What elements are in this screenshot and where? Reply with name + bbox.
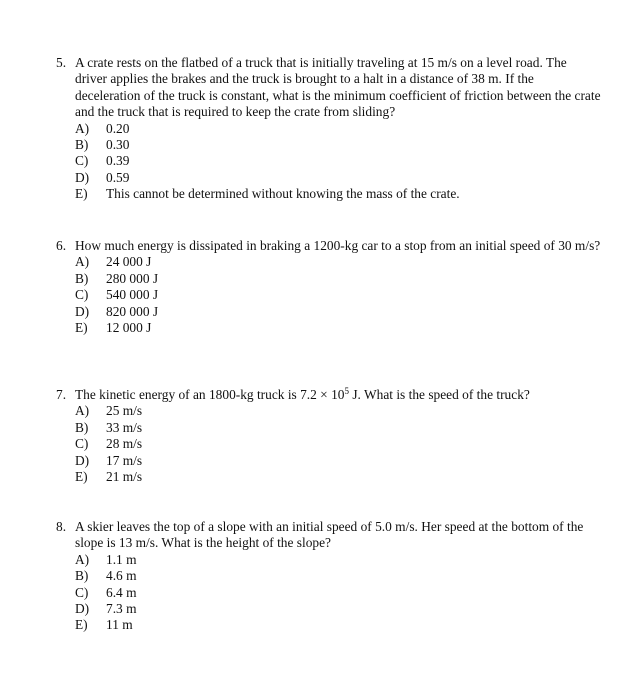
option-letter: B) xyxy=(75,270,89,286)
option-text: 25 m/s xyxy=(106,403,143,419)
answer-option-d[interactable] xyxy=(56,601,601,617)
option-letter: E) xyxy=(75,186,88,202)
option-text: 540 000 J xyxy=(106,287,159,303)
answer-options xyxy=(56,552,601,634)
option-letter: C) xyxy=(75,287,89,303)
answer-options xyxy=(56,121,601,203)
question-text: How much energy is dissipated in braking a 1200-kg car to a stop from an initial speed of 30 m/s? xyxy=(75,238,601,253)
option-letter: D) xyxy=(75,452,90,468)
option-text: 17 m/s xyxy=(106,452,143,468)
answer-option-d[interactable] xyxy=(56,170,601,186)
answer-option-a[interactable] xyxy=(56,403,601,419)
option-text: 21 m/s xyxy=(106,469,143,485)
question-text-before: The kinetic energy of an 1800-kg truck is 7.2 × 10 xyxy=(75,387,345,402)
option-text: 280 000 J xyxy=(106,270,159,286)
answer-options xyxy=(56,403,601,485)
option-letter: A) xyxy=(75,254,90,270)
option-letter: D) xyxy=(75,303,90,319)
option-text: 0.20 xyxy=(106,120,130,136)
option-letter: A) xyxy=(75,551,90,567)
answer-option-c[interactable] xyxy=(56,585,601,601)
option-letter: B) xyxy=(75,568,89,584)
answer-option-c[interactable] xyxy=(56,287,601,303)
option-text: This cannot be determined without knowing the mass of the crate. xyxy=(106,186,460,202)
question-text: A crate rests on the flatbed of a truck that is initially traveling at 15 m/s on a level road. The driver applies the brakes and the truck is brought to a halt in a distance of 38 m. If the deceleration of the truck is constant, what is the minimum coefficient of friction between the crate and the truck that is required to keep the crate from sliding? xyxy=(75,55,601,120)
option-letter: E) xyxy=(75,469,88,485)
option-text: 24 000 J xyxy=(106,254,152,270)
option-text: 4.6 m xyxy=(106,568,137,584)
option-text: 1.1 m xyxy=(106,551,137,567)
option-letter: E) xyxy=(75,320,88,336)
question-number: 8. xyxy=(56,519,67,534)
option-letter: B) xyxy=(75,419,89,435)
question-7 xyxy=(56,387,601,485)
option-text: 28 m/s xyxy=(106,436,143,452)
question-text xyxy=(75,387,601,403)
option-letter: A) xyxy=(75,403,90,419)
answer-option-c[interactable] xyxy=(56,153,601,169)
option-letter: B) xyxy=(75,137,89,153)
option-letter: E) xyxy=(75,617,88,633)
option-letter: D) xyxy=(75,169,90,185)
option-text: 11 m xyxy=(106,617,133,633)
answer-option-d[interactable] xyxy=(56,304,601,320)
option-letter: D) xyxy=(75,601,90,617)
answer-option-e[interactable] xyxy=(56,320,601,336)
answer-option-b[interactable] xyxy=(56,137,601,153)
answer-option-a[interactable] xyxy=(56,552,601,568)
answer-option-e[interactable] xyxy=(56,617,601,633)
answer-option-c[interactable] xyxy=(56,436,601,452)
option-letter: A) xyxy=(75,120,90,136)
option-text: 0.39 xyxy=(106,153,130,169)
option-letter: C) xyxy=(75,584,89,600)
question-number: 5. xyxy=(56,55,67,70)
question-5 xyxy=(56,55,601,203)
answer-option-b[interactable] xyxy=(56,420,601,436)
option-letter: C) xyxy=(75,436,89,452)
answer-option-b[interactable] xyxy=(56,568,601,584)
answer-option-b[interactable] xyxy=(56,271,601,287)
option-text: 820 000 J xyxy=(106,303,159,319)
option-text: 33 m/s xyxy=(106,419,143,435)
question-number: 7. xyxy=(56,387,67,402)
exponent: 5 xyxy=(344,386,349,396)
answer-option-e[interactable] xyxy=(56,186,601,202)
question-text-after: J. What is the speed of the truck? xyxy=(348,387,530,402)
option-text: 6.4 m xyxy=(106,584,137,600)
answer-option-a[interactable] xyxy=(56,121,601,137)
question-8 xyxy=(56,519,601,634)
option-text: 0.30 xyxy=(106,137,130,153)
question-number: 6. xyxy=(56,238,67,253)
answer-option-d[interactable] xyxy=(56,453,601,469)
answer-options xyxy=(56,254,601,336)
question-6 xyxy=(56,238,601,336)
answer-option-a[interactable] xyxy=(56,254,601,270)
question-text: A skier leaves the top of a slope with an initial speed of 5.0 m/s. Her speed at the bottom of the slope is 13 m/s. What is the height of the slope? xyxy=(75,519,584,551)
option-text: 0.59 xyxy=(106,169,130,185)
option-text: 7.3 m xyxy=(106,601,137,617)
option-letter: C) xyxy=(75,153,89,169)
answer-option-e[interactable] xyxy=(56,469,601,485)
option-text: 12 000 J xyxy=(106,320,152,336)
